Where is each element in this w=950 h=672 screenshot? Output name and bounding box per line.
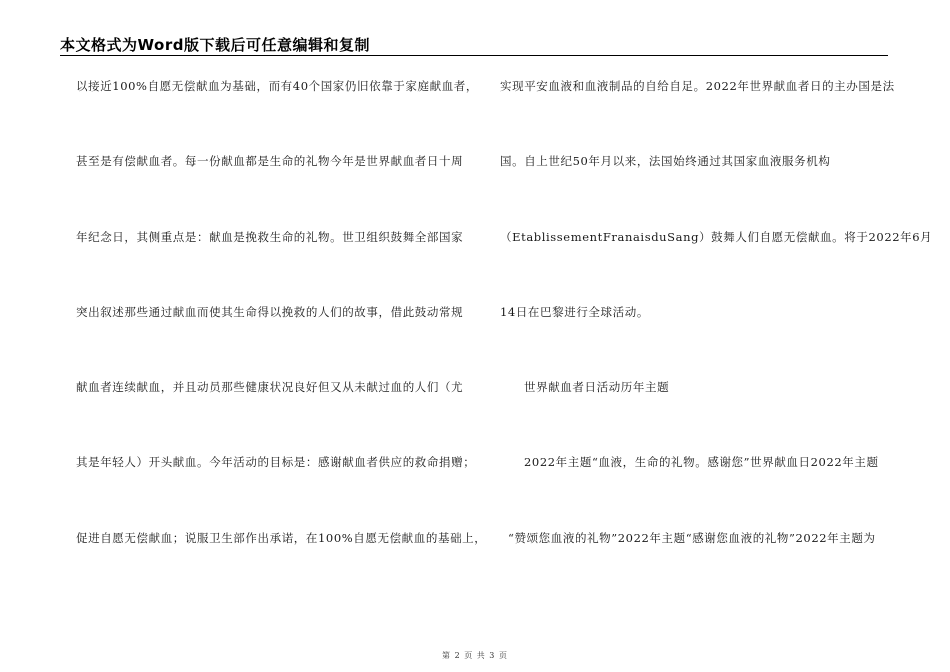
left-line-7: 促进自愿无偿献血；说服卫生部作出承诺，在100%自愿无偿献血的基础上，: [76, 531, 487, 545]
left-line-4: 突出叙述那些通过献血而使其生命得以挽救的人们的故事，借此鼓动常规: [76, 305, 464, 319]
left-line-6: 其是年轻人）开头献血。今年活动的目标是：感谢献血者供应的救命捐赠；: [76, 455, 476, 469]
left-line-3: 年纪念日，其侧重点是：献血是挽救生命的礼物。世卫组织鼓舞全部国家: [76, 230, 464, 244]
header-divider: [60, 55, 888, 56]
document-header-title: 本文格式为Word版下载后可任意编辑和复制: [60, 36, 370, 54]
right-line-7: “赞颂您血液的礼物”2022年主题“感谢您血液的礼物”2022年主题为: [508, 531, 876, 545]
left-line-5: 献血者连续献血，并且动员那些健康状况良好但又从未献过血的人们（尤: [76, 380, 464, 394]
left-line-2: 甚至是有偿献血者。每一份献血都是生命的礼物今年是世界献血者日十周: [76, 154, 464, 168]
right-line-1: 实现平安血液和血液制品的自给自足。2022年世界献血者日的主办国是法: [500, 79, 895, 93]
right-line-3: （EtablissementFranaisduSang）鼓舞人们自愿无偿献血。将于2022年6月: [500, 230, 933, 244]
right-line-6: 2022年主题“血液，生命的礼物。感谢您”世界献血日2022年主题: [524, 455, 879, 469]
right-line-4: 14日在巴黎进行全球活动。: [500, 305, 649, 319]
page-number-footer: 第 2 页 共 3 页: [442, 651, 508, 660]
right-line-2: 国。自上世纪50年月以来，法国始终通过其国家血液服务机构: [500, 154, 831, 168]
left-line-1: 以接近100%自愿无偿献血为基础，而有40个国家仍旧依靠于家庭献血者，: [76, 79, 479, 93]
right-section-heading: 世界献血者日活动历年主题: [524, 380, 670, 394]
